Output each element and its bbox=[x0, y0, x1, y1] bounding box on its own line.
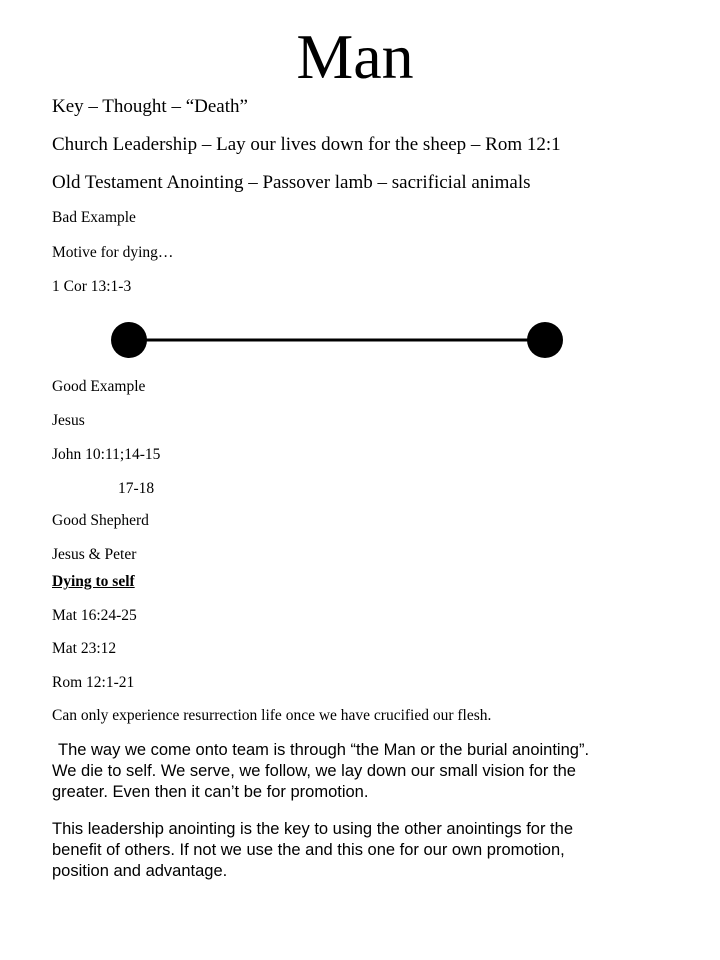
leadership-paragraph: This leadership anointing is the key to using the other anointings for the benefit of others. If not we use the and this one for our own promotion, position and advantage. bbox=[52, 820, 573, 880]
page-title: Man bbox=[296, 21, 414, 92]
good-example-heading: Good Example bbox=[52, 378, 146, 395]
john-reference: John 10:11;14-15 bbox=[52, 446, 161, 463]
bad-example-heading: Bad Example bbox=[52, 209, 136, 226]
right-dot bbox=[527, 322, 563, 358]
key-thought-line: Key – Thought – “Death” bbox=[52, 96, 248, 117]
team-paragraph: The way we come onto team is through “the Man or the burial anointing”. We die to self. We serve, we follow, we lay down our small vision for the greater. Even then it can’t be for promotion. bbox=[52, 741, 590, 801]
jesus-line: Jesus bbox=[52, 412, 85, 429]
left-dot bbox=[111, 322, 147, 358]
jesus-peter-line: Jesus & Peter bbox=[52, 546, 137, 563]
connector-line-graphic bbox=[110, 318, 570, 362]
dying-to-self-heading: Dying to self bbox=[52, 573, 135, 590]
resurrection-line: Can only experience resurrection life once we have crucified our flesh. bbox=[52, 707, 492, 724]
cor-reference: 1 Cor 13:1-3 bbox=[52, 278, 132, 295]
motive-line: Motive for dying… bbox=[52, 244, 174, 261]
john-continuation: 17-18 bbox=[118, 480, 155, 497]
rom-12-reference: Rom 12:1-21 bbox=[52, 674, 135, 691]
church-leadership-line: Church Leadership – Lay our lives down for the sheep – Rom 12:1 bbox=[52, 134, 561, 155]
good-shepherd-line: Good Shepherd bbox=[52, 512, 149, 529]
old-testament-line: Old Testament Anointing – Passover lamb – sacrificial animals bbox=[52, 172, 531, 193]
mat-23-reference: Mat 23:12 bbox=[52, 640, 117, 657]
mat-16-reference: Mat 16:24-25 bbox=[52, 607, 137, 624]
